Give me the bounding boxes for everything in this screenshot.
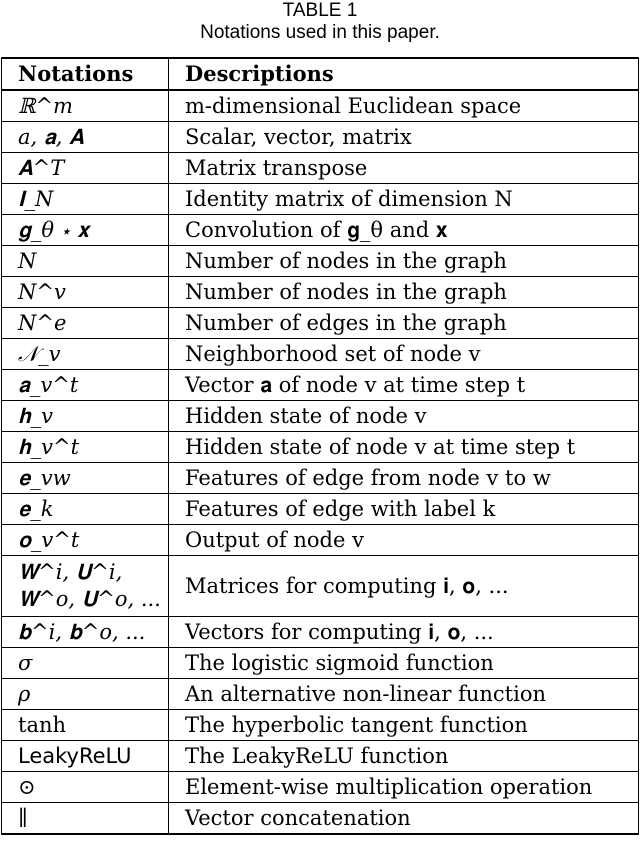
description-cell: Number of nodes in the graph <box>169 277 639 308</box>
table-row <box>2 525 639 556</box>
notation-cell: ρ <box>2 679 169 710</box>
description-cell: Number of nodes in the graph <box>169 246 639 277</box>
header-descriptions: Descriptions <box>169 58 639 90</box>
description-cell: Scalar, vector, matrix <box>169 122 639 153</box>
table-row <box>2 648 639 679</box>
description-cell: Features of edge with label k <box>169 494 639 525</box>
notation-cell: a, 𝐚, 𝐀 <box>2 122 169 153</box>
table-label: TABLE 1 <box>282 0 358 21</box>
table-row <box>2 308 639 339</box>
table-row <box>2 246 639 277</box>
notation-cell: tanh <box>2 710 169 741</box>
table-row <box>2 215 639 246</box>
notation-cell: 𝐞_vw <box>2 463 169 494</box>
notation-cell: 𝐡_v <box>2 401 169 432</box>
notation-table <box>1 57 639 835</box>
notation-cell: 𝐞_k <box>2 494 169 525</box>
notation-cell: N^v <box>2 277 169 308</box>
description-cell: m-dimensional Euclidean space <box>169 90 639 122</box>
table-row <box>2 370 639 401</box>
notation-cell: 𝐖^i, 𝐔^i, 𝐖^o, 𝐔^o, ... <box>2 556 169 617</box>
description-cell: Output of node v <box>169 525 639 556</box>
table-row <box>2 463 639 494</box>
table-row <box>2 556 639 617</box>
table-row <box>2 339 639 370</box>
table-row <box>2 277 639 308</box>
description-cell: Hidden state of node v <box>169 401 639 432</box>
table-row <box>2 617 639 648</box>
notation-cell: N^e <box>2 308 169 339</box>
table-row <box>2 679 639 710</box>
notation-cell: 𝐚_v^t <box>2 370 169 401</box>
notation-cell: LeakyReLU <box>2 741 169 772</box>
notation-cell: ∥ <box>2 803 169 835</box>
table-row <box>2 741 639 772</box>
notation-cell: ⊙ <box>2 772 169 803</box>
notation-cell: 𝐨_v^t <box>2 525 169 556</box>
table-row <box>2 432 639 463</box>
table-caption: Notations used in this paper. <box>200 22 440 43</box>
description-cell: Vectors for computing 𝐢, 𝐨, ... <box>169 617 639 648</box>
description-cell: Matrices for computing 𝐢, 𝐨, ... <box>169 556 639 617</box>
description-cell: Number of edges in the graph <box>169 308 639 339</box>
table-row <box>2 153 639 184</box>
header-notations: Notations <box>2 58 169 90</box>
description-cell: Matrix transpose <box>169 153 639 184</box>
table-row <box>2 772 639 803</box>
table-row <box>2 90 639 122</box>
table-row <box>2 494 639 525</box>
description-cell: The hyperbolic tangent function <box>169 710 639 741</box>
table-row <box>2 710 639 741</box>
table-row <box>2 122 639 153</box>
notation-cell: 𝐡_v^t <box>2 432 169 463</box>
notation-cell: N <box>2 246 169 277</box>
notation-cell: 𝒩_v <box>2 339 169 370</box>
notation-cell: 𝐈_N <box>2 184 169 215</box>
description-cell: Convolution of 𝐠_θ and 𝐱 <box>169 215 639 246</box>
description-cell: Identity matrix of dimension N <box>169 184 639 215</box>
description-cell: Vector 𝐚 of node v at time step t <box>169 370 639 401</box>
description-cell: Vector concatenation <box>169 803 639 835</box>
table-row <box>2 401 639 432</box>
description-cell: Neighborhood set of node v <box>169 339 639 370</box>
table-row <box>2 184 639 215</box>
table-header-row <box>2 58 639 90</box>
description-cell: Features of edge from node v to w <box>169 463 639 494</box>
notation-cell: 𝐀^T <box>2 153 169 184</box>
description-cell: The logistic sigmoid function <box>169 648 639 679</box>
description-cell: Element-wise multiplication operation <box>169 772 639 803</box>
description-cell: An alternative non-linear function <box>169 679 639 710</box>
description-cell: Hidden state of node v at time step t <box>169 432 639 463</box>
notation-cell: 𝐠_θ ⋆ 𝐱 <box>2 215 169 246</box>
description-cell: The LeakyReLU function <box>169 741 639 772</box>
notation-cell: σ <box>2 648 169 679</box>
notation-cell: ℝ^m <box>2 90 169 122</box>
table-row <box>2 803 639 835</box>
notation-cell: 𝐛^i, 𝐛^o, ... <box>2 617 169 648</box>
